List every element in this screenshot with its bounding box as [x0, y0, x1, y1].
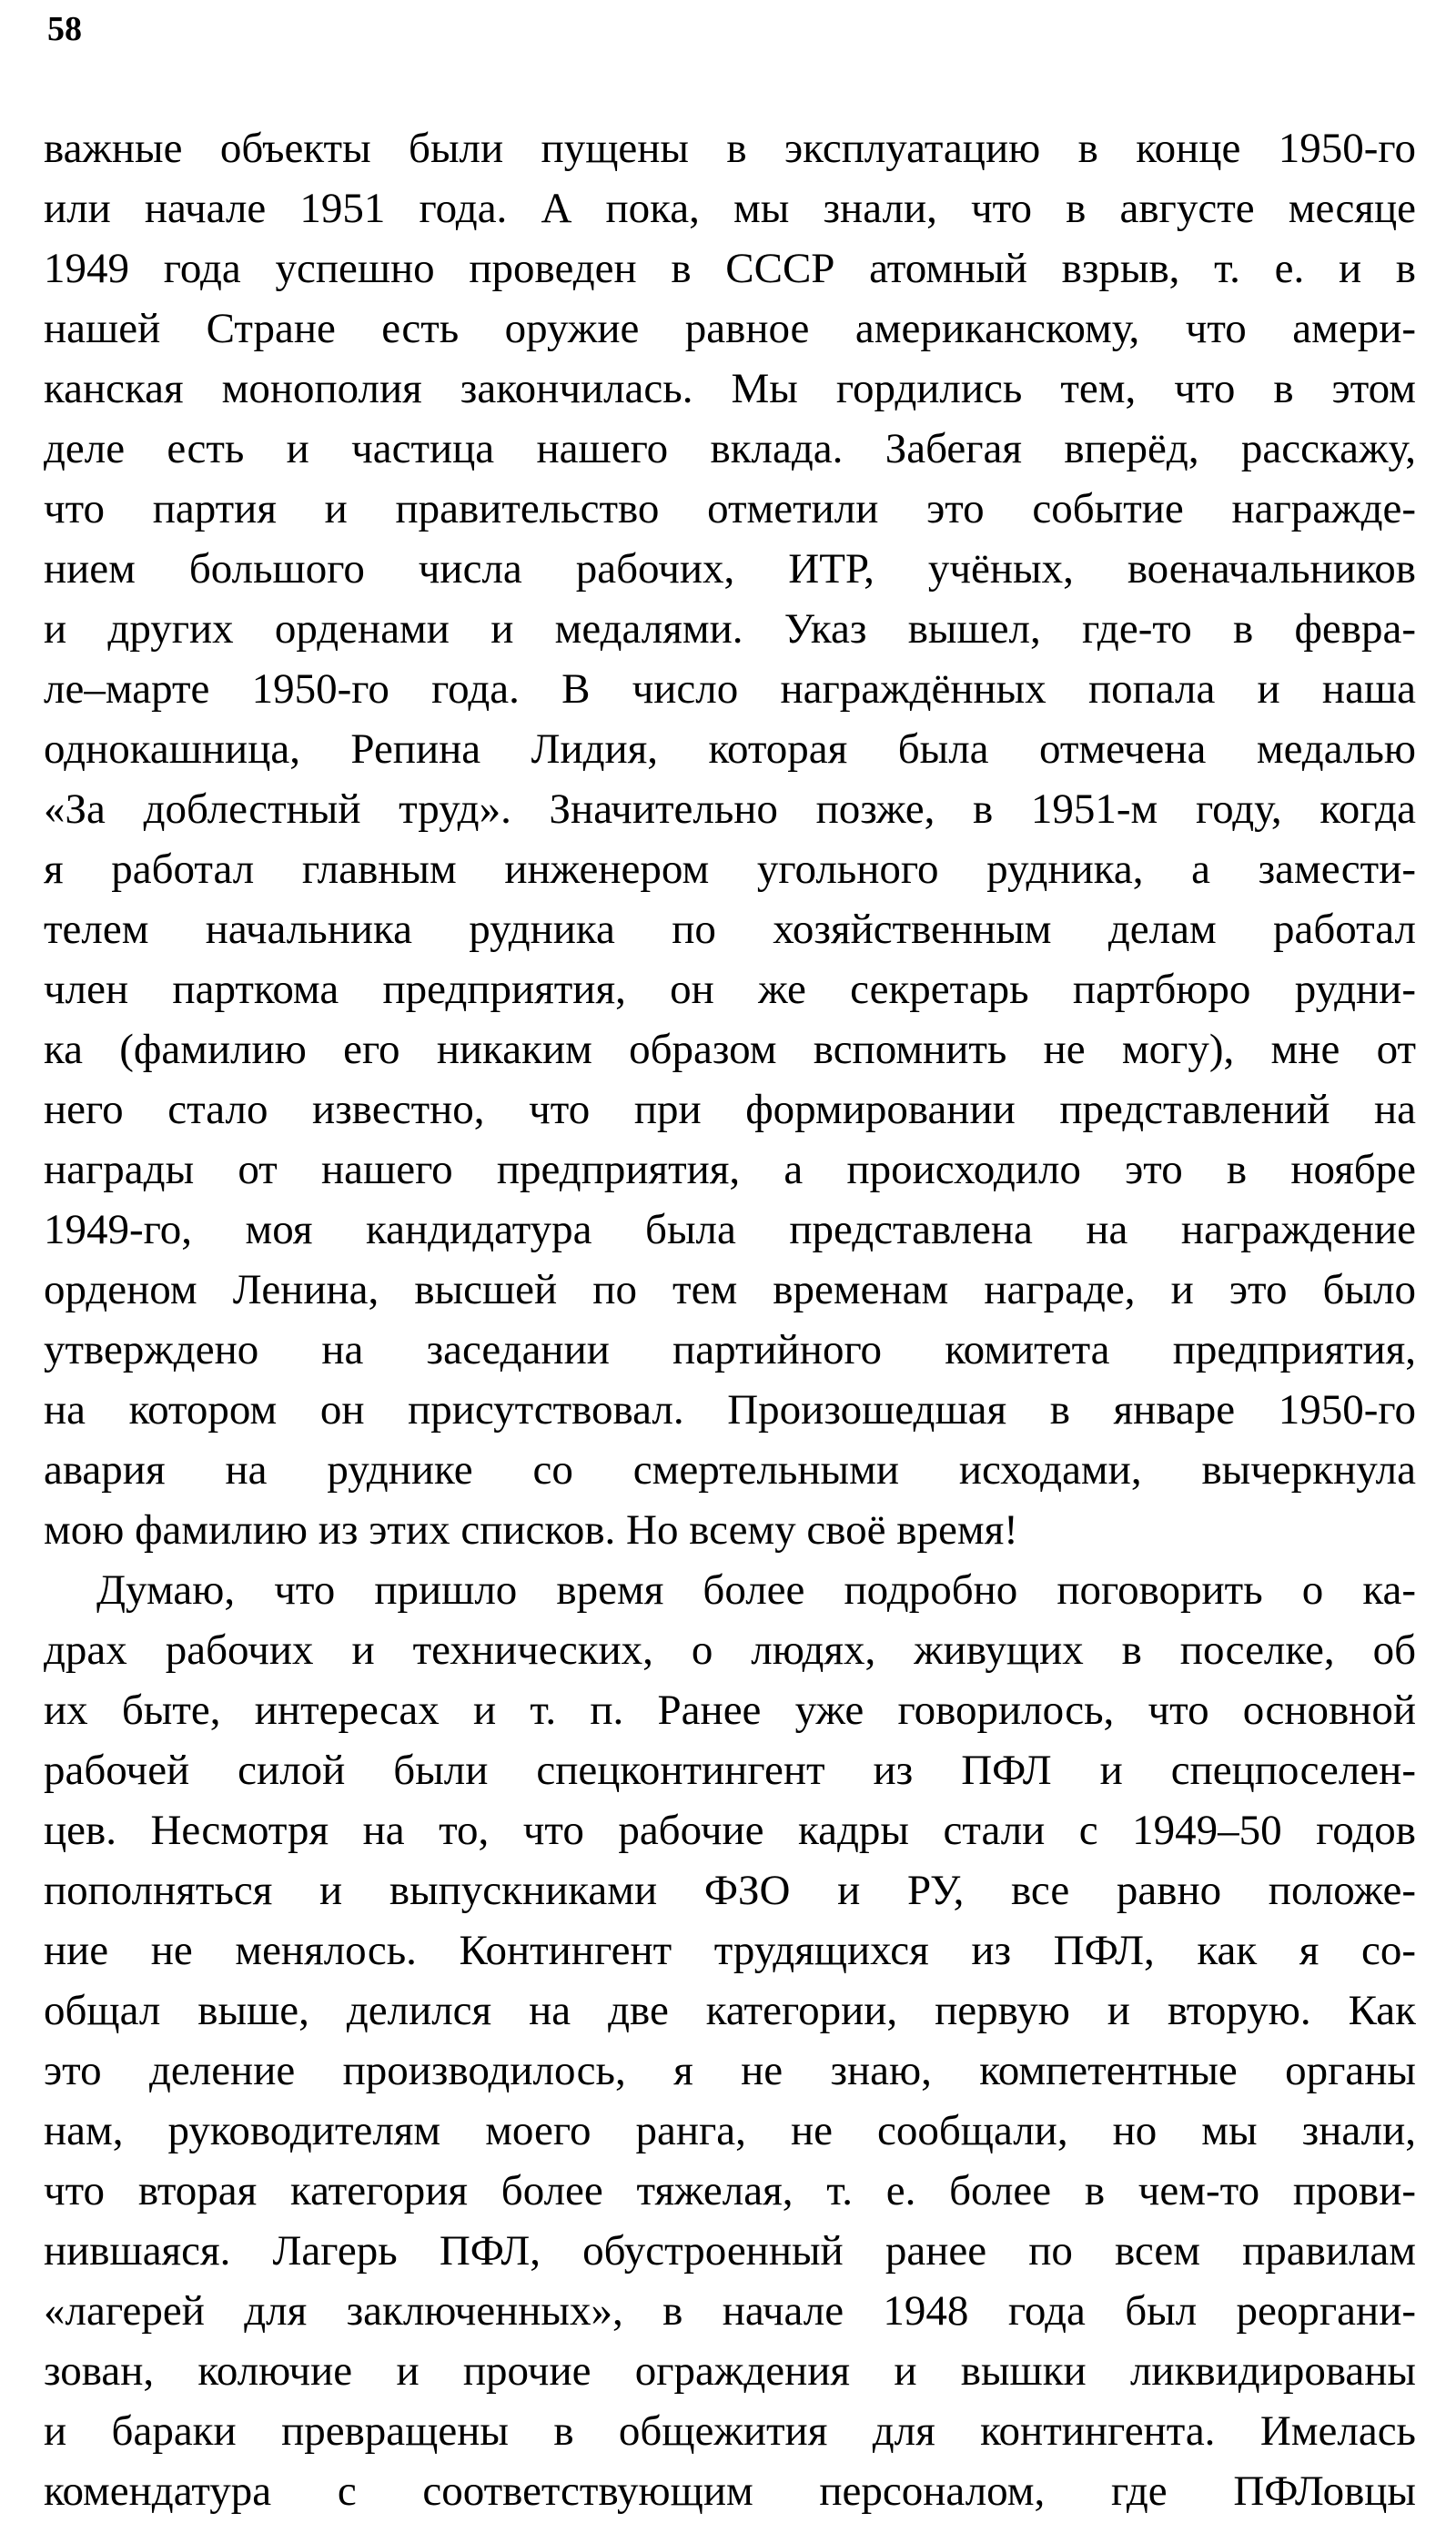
text-line: него стало известно, что при формировании представлений на — [44, 1086, 1416, 1133]
text-line: цев. Несмотря на то, что рабочие кадры стали с 1949–50 годов — [44, 1807, 1416, 1854]
text-line: ле–марте 1950-го года. В число награждённых попала и наша — [44, 665, 1416, 713]
text-line: рабочей силой были спецконтингент из ПФЛ и спецпоселен- — [44, 1747, 1416, 1794]
text-line: ние не менялось. Контингент трудящихся из ПФЛ, как я со- — [44, 1927, 1416, 1974]
text-line: общал выше, делился на две категории, первую и вторую. Как — [44, 1987, 1416, 2034]
text-line: нашей Стране есть оружие равное американскому, что амери- — [44, 305, 1416, 352]
text-line: важные объекты были пущены в эксплуатацию в конце 1950-го — [44, 125, 1416, 172]
text-line: ка (фамилию его никаким образом вспомнить не могу), мне от — [44, 1026, 1416, 1073]
text-line: награды от нашего предприятия, а происходило это в ноябре — [44, 1146, 1416, 1193]
text-line: канская монополия закончилась. Мы гордились тем, что в этом — [44, 365, 1416, 412]
text-line: нившаяся. Лагерь ПФЛ, обустроенный ранее по всем правилам — [44, 2227, 1416, 2275]
text-line: что вторая категория более тяжелая, т. е. более в чем-то прови- — [44, 2167, 1416, 2214]
text-line: это деление производилось, я не знаю, компетентные органы — [44, 2047, 1416, 2094]
text-line: нам, руководителям моего ранга, не сообщали, но мы знали, — [44, 2107, 1416, 2154]
text-line: и бараки превращены в общежития для контингента. Имелась — [44, 2407, 1416, 2455]
text-line: однокашница, Репина Лидия, которая была отмечена медалью — [44, 725, 1416, 773]
text-line: орденом Ленина, высшей по тем временам награде, и это было — [44, 1266, 1416, 1313]
text-line: пополняться и выпускниками ФЗО и РУ, все равно положе- — [44, 1867, 1416, 1914]
text-line: зован, колючие и прочие ограждения и вышки ликвидированы — [44, 2347, 1416, 2395]
text-line: комендатура с соответствующим персоналом, где ПФЛовцы — [44, 2467, 1416, 2515]
body-text — [44, 118, 1416, 2521]
text-line: драх рабочих и технических, о людях, живущих в поселке, об — [44, 1626, 1416, 1674]
text-line: нием большого числа рабочих, ИТР, учёных, военачальников — [44, 545, 1416, 593]
text-line: авария на руднике со смертельными исходами, вычеркнула — [44, 1446, 1416, 1494]
text-line: их быте, интересах и т. п. Ранее уже говорилось, что основной — [44, 1687, 1416, 1734]
text-line: или начале 1951 года. А пока, мы знали, что в августе месяце — [44, 185, 1416, 232]
paragraph-1 — [44, 118, 1416, 1560]
text-line: мою фамилию из этих списков. Но всему своё время! — [44, 1506, 1018, 1554]
text-line: 1949-го, моя кандидатура была представлена на награждение — [44, 1206, 1416, 1253]
text-line: 1949 года успешно проведен в СССР атомный взрыв, т. е. и в — [44, 245, 1416, 292]
text-line: «лагерей для заключенных», в начале 1948 года был реоргани- — [44, 2287, 1416, 2335]
text-line: деле есть и частица нашего вклада. Забегая вперёд, расскажу, — [44, 425, 1416, 472]
text-line: и других орденами и медалями. Указ вышел, где-то в февра- — [44, 605, 1416, 653]
text-line: утверждено на заседании партийного комитета предприятия, — [44, 1326, 1416, 1373]
text-line: Думаю, что пришло время более подробно поговорить о ка- — [96, 1566, 1416, 1614]
text-line: телем начальника рудника по хозяйственным делам работал — [44, 906, 1416, 953]
paragraph-2 — [44, 1560, 1416, 2521]
text-line: я работал главным инженером угольного рудника, а замести- — [44, 846, 1416, 893]
page-number: 58 — [47, 10, 82, 48]
text-line: на котором он присутствовал. Произошедшая в январе 1950-го — [44, 1386, 1416, 1434]
text-line: член парткома предприятия, он же секретарь партбюро рудни- — [44, 966, 1416, 1013]
text-line: «За доблестный труд». Значительно позже, в 1951-м году, когда — [44, 785, 1416, 833]
text-line: что партия и правительство отметили это событие награжде- — [44, 485, 1416, 532]
